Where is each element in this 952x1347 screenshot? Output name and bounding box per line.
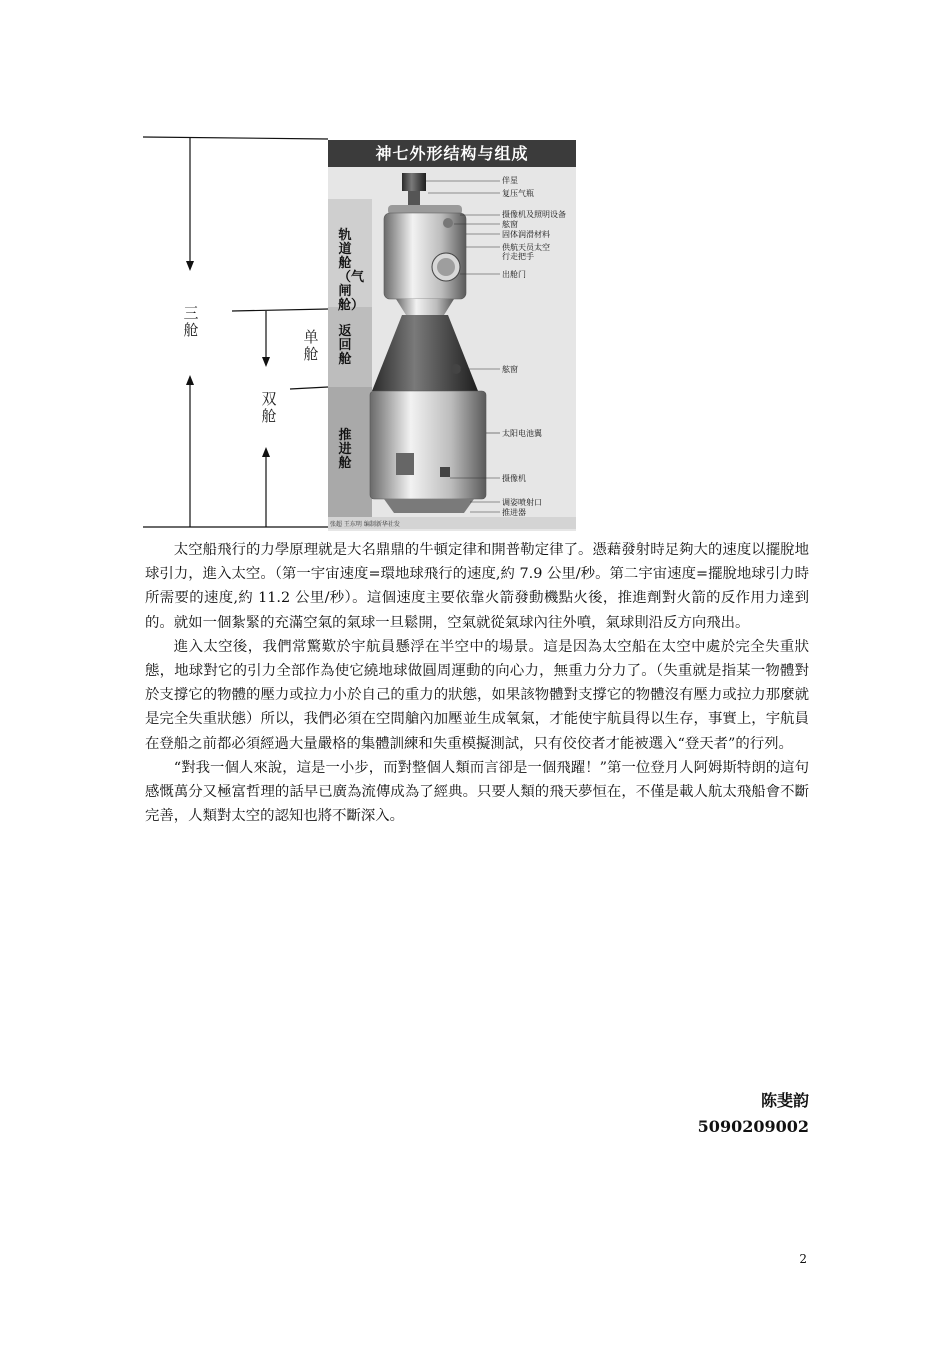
part-label: 调姿喷射口 bbox=[502, 498, 542, 507]
part-label: 摄像机及照明设备 bbox=[502, 210, 566, 219]
part-label: 出舱门 bbox=[502, 270, 526, 279]
paragraph: “對我一個人來說，這是一小步，而對整個人類而言卻是一個飛躍！”第一位登月人阿姆斯特朗的這句感慨萬分又極富哲理的話早已廣為流傳成為了經典。只要人類的飛天夢恒在，不僅是載人航太飛船會不斷完善，人類對太空的認知也將不斷深入。 bbox=[145, 759, 809, 825]
single-module-label: 单舱 bbox=[303, 328, 319, 363]
three-module-label: 三舱 bbox=[183, 304, 199, 339]
part-label: 舷窗 bbox=[502, 365, 518, 374]
student-id: 5090209002 bbox=[697, 1117, 809, 1136]
part-label: 行走把手 bbox=[502, 252, 534, 261]
part-label: 固体润滑材料 bbox=[502, 230, 550, 239]
part-label: 伴星 bbox=[502, 176, 518, 185]
paragraph: 太空船飛行的力學原理就是大名鼎鼎的牛頓定律和開普勒定律了。憑藉發射時足夠大的速度以擺脫地球引力，進入太空。（第一宇宙速度=環地球飛行的速度,約 7.9 公里/秒。第二宇宙速度=擺脫地球引力時所需要的速度,約 11.2 公里/秒）。這個速度主要依靠火箭發動機點火後，推進劑對火箭的反作用力達到的。就如一個紮緊的充滿空氣的氣球一旦鬆開，空氣就從氣球內往外噴，氣球則沿反方向飛出。 bbox=[145, 542, 809, 631]
figure-title: 神七外形结构与组成 bbox=[328, 140, 576, 167]
page-number: 2 bbox=[799, 1252, 807, 1266]
part-label: 摄像机 bbox=[502, 474, 526, 483]
part-label: 供航天员太空 bbox=[502, 243, 550, 252]
figure-credit: 张超 王东明 编制新华社发 bbox=[330, 521, 400, 528]
propulsion-module-label: 推进舱 bbox=[338, 428, 352, 471]
author-block bbox=[698, 1088, 809, 1140]
part-label: 舷窗 bbox=[502, 220, 518, 229]
part-label: 复压气瓶 bbox=[502, 189, 534, 198]
spacecraft-figure bbox=[140, 133, 580, 531]
part-label: 太阳电池翼 bbox=[502, 429, 542, 438]
paragraph: 進入太空後，我們常驚歎於宇航員懸浮在半空中的場景。這是因為太空船在太空中處於完全失重狀態，地球對它的引力全部作為使它繞地球做圓周運動的向心力，無重力分力了。（失重就是指某一物體對於支撐它的物體的壓力或拉力小於自己的重力的狀態，如果該物體對支撐它的物體沒有壓力或拉力那麼就是完全失重狀態）所以，我們必須在空間艙內加壓並生成氧氣，才能使宇航員得以生存，事實上，宇航員在登船之前都必須經過大量嚴格的集體訓練和失重模擬測試，只有佼佼者才能被選入“登天者”的行列。 bbox=[145, 638, 809, 752]
part-label: 推进器 bbox=[502, 508, 526, 517]
return-module-label: 返回舱 bbox=[338, 324, 352, 367]
double-module-label: 双舱 bbox=[261, 390, 277, 425]
orbital-module-label: 轨道舱（气闸舱） bbox=[338, 228, 365, 313]
article-body bbox=[145, 538, 809, 828]
author-name: 陈斐韵 bbox=[760, 1091, 809, 1110]
